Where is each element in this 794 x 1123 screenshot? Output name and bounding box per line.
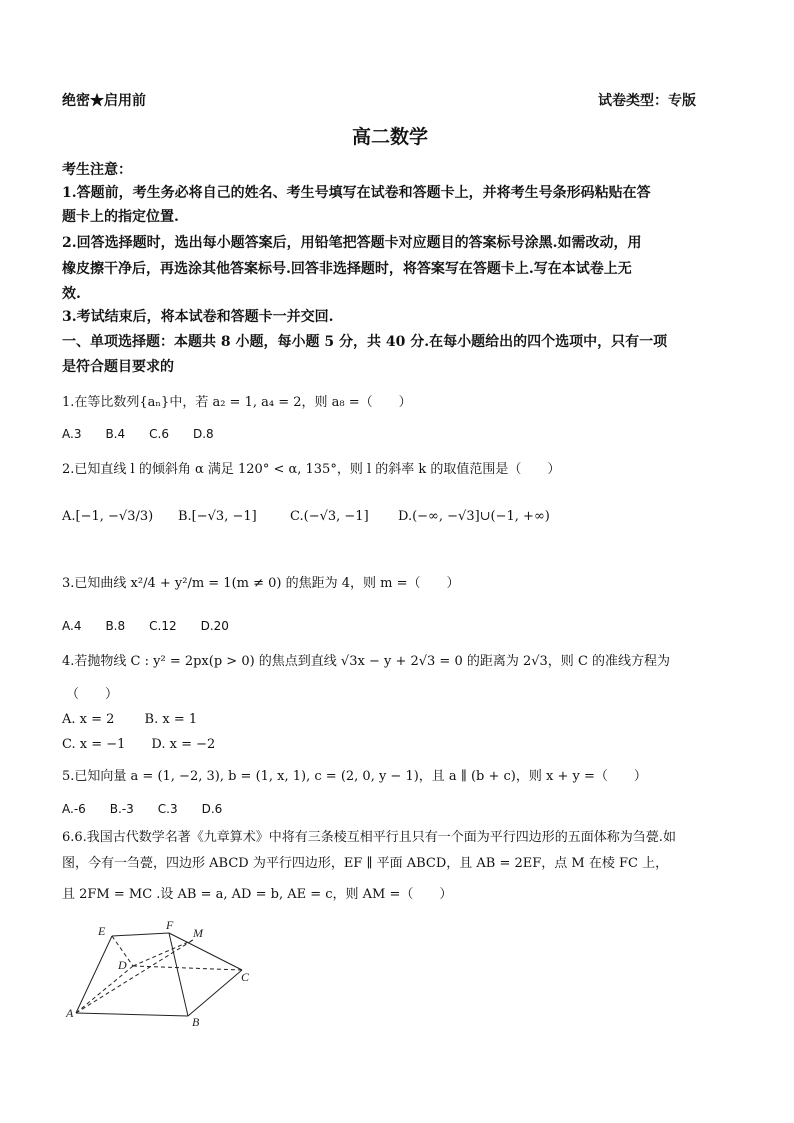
- q4-text: 4.若抛物线 C : y² = 2px(p > 0) 的焦点到直线 √3x − y + 2√3 = 0 的距离为 2√3，则 C 的准线方程为: [62, 654, 671, 669]
- notice-heading: 考生注意：: [62, 162, 132, 178]
- notice-2b: 橡皮擦干净后，再选涂其他答案标号.回答非选择题时，将答案写在答题卡上.写在本试卷上无: [62, 261, 632, 277]
- confidential-mark: 绝密★启用前: [62, 93, 146, 109]
- edge-ad: [76, 966, 133, 1013]
- q4-options-cd: C. x = −1 D. x = −2: [62, 737, 216, 752]
- paper-type: 试卷类型：专版: [598, 93, 696, 109]
- notice-1b: 题卡上的指定位置.: [62, 209, 179, 225]
- section-1-line2: 是符合题目要求的: [62, 359, 174, 375]
- q2-option-b: B.[−√3, −1]: [178, 509, 257, 524]
- label-f: F: [166, 918, 174, 932]
- q4-options-ab: A. x = 2 B. x = 1: [62, 712, 198, 727]
- q1-text: 1.在等比数列{aₙ}中，若 a₂ = 1, a₄ = 2，则 a₈ =（ ）: [62, 395, 412, 410]
- q3-text: 3.已知曲线 x²/4 + y²/m = 1(m ≠ 0) 的焦距为 4，则 m =（ ）: [62, 576, 460, 591]
- label-a: A: [66, 1006, 74, 1020]
- page-title: 高二数学: [352, 126, 429, 148]
- notice-3: 3.考试结束后，将本试卷和答题卡一并交回.: [62, 309, 334, 325]
- label-e: E: [98, 924, 106, 938]
- notice-1a: 1.答题前，考生务必将自己的姓名、考生号填写在试卷和答题卡上，并将考生号条形码粘贴在答: [62, 185, 651, 201]
- edge-dc: [133, 966, 242, 970]
- q3-options: A.4 B.8 C.12 D.20: [62, 619, 229, 633]
- q6-line2: 图，今有一刍甍，四边形 ABCD 为平行四边形，EF ∥ 平面 ABCD，且 AB = 2EF，点 M 在棱 FC 上，: [62, 856, 669, 871]
- q2-option-c: C.(−√3, −1]: [290, 509, 369, 524]
- q6-figure: [60, 918, 260, 1028]
- segment-dm: [133, 940, 193, 966]
- label-c: C: [241, 970, 250, 984]
- q1-options: A.3 B.4 C.6 D.8: [62, 427, 214, 441]
- notice-2a: 2.回答选择题时，选出每小题答案后，用铅笔把答题卡对应题目的答案标号涂黑.如需改动，用: [62, 235, 642, 251]
- q6-line1: 6.6.我国古代数学名著《九章算术》中将有三条棱互相平行且只有一个面为平行四边形的五面体称为刍甍.如: [62, 830, 676, 845]
- edge-ab: [76, 1013, 188, 1016]
- label-d: D: [118, 958, 127, 972]
- q2-option-a: A.[−1, −√3/3): [62, 509, 154, 524]
- q4-paren: （ ）: [66, 687, 119, 702]
- section-1-line1: 一、单项选择题：本题共 8 小题，每小题 5 分，共 40 分.在每小题给出的四个选项中，只有一项: [62, 334, 668, 350]
- edge-ef: [112, 933, 169, 936]
- notice-2c: 效.: [62, 286, 81, 302]
- q5-text: 5.已知向量 a = (1, −2, 3), b = (1, x, 1), c = (2, 0, y − 1)，且 a ∥ (b + c)，则 x + y =（ ）: [62, 769, 647, 784]
- edge-fc: [169, 933, 242, 970]
- q2-text: 2.已知直线 l 的倾斜角 α 满足 120° < α, 135°，则 l 的斜率 k 的取值范围是（ ）: [62, 462, 561, 477]
- q6-line3: 且 2FM = MC .设 AB = a, AD = b, AE = c，则 AM =（ ）: [62, 887, 453, 902]
- label-b: B: [192, 1015, 200, 1028]
- q2-option-d: D.(−∞, −√3]∪(−1, +∞): [398, 509, 550, 524]
- label-m: M: [193, 926, 203, 940]
- q5-options: A.-6 B.-3 C.3 D.6: [62, 802, 223, 816]
- edge-bc: [188, 970, 242, 1016]
